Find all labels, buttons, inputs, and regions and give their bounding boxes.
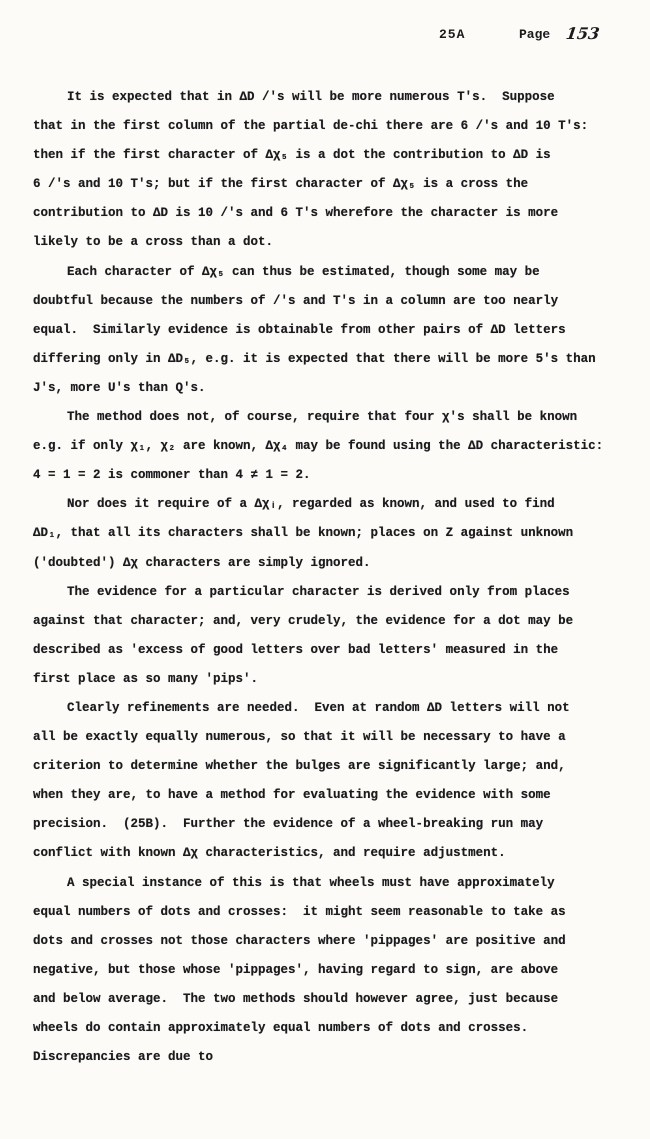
paragraph bbox=[33, 86, 633, 261]
text-line: Nor does it require of a Δχᵢ, regarded as known, and used to find bbox=[67, 497, 555, 512]
text-line: when they are, to have a method for evaluating the evidence with some bbox=[33, 788, 551, 803]
paragraph bbox=[33, 697, 633, 872]
paragraph bbox=[33, 1046, 633, 1075]
text-line: conflict with known Δχ characteristics, and require adjustment. bbox=[33, 846, 506, 861]
text-line: Clearly refinements are needed. Even at random ΔD letters will not bbox=[67, 700, 570, 715]
text-line: It is expected that in ΔD /'s will be more numerous T's. Suppose bbox=[67, 90, 555, 104]
text-line: and below average. The two methods should however agree, just because bbox=[33, 991, 559, 1006]
document-body bbox=[33, 86, 633, 1075]
text-line: against that character; and, very crudely, the evidence for a dot may be bbox=[33, 613, 574, 628]
text-line: Discrepancies are due to bbox=[33, 1050, 214, 1065]
text-line: ΔD₁, that all its characters shall be known; places on Z against unknown bbox=[33, 526, 574, 541]
text-line: wheels do contain approximately equal numbers of dots and crosses. bbox=[33, 1021, 529, 1035]
text-line: 6 /'s and 10 T's; but if the first character of Δχ₅ is a cross the bbox=[33, 177, 529, 192]
section-number: 25A bbox=[439, 27, 466, 42]
text-line: then if the first character of Δχ₅ is a dot the contribution to ΔD is bbox=[33, 148, 551, 163]
text-line: dots and crosses not those characters where 'pippages' are positive and bbox=[33, 933, 566, 948]
text-line: likely to be a cross than a dot. bbox=[33, 235, 274, 250]
text-line: equal numbers of dots and crosses: it might seem reasonable to take as bbox=[33, 904, 566, 919]
text-line: Each character of Δχ₅ can thus be estimated, though some may be bbox=[67, 264, 540, 279]
text-line: The method does not, of course, require that four χ's shall be known bbox=[67, 410, 578, 425]
text-line: J's, more U's than Q's. bbox=[33, 380, 206, 395]
text-line: differing only in ΔD₅, e.g. it is expected that there will be more 5's than bbox=[33, 351, 596, 366]
text-line: negative, but those whose 'pippages', having regard to sign, are above bbox=[33, 962, 559, 977]
page-label: Page bbox=[519, 27, 551, 42]
text-line: 4 = 1 = 2 is commoner than 4 ≠ 1 = 2. bbox=[33, 468, 311, 483]
text-line: first place as so many 'pips'. bbox=[33, 671, 259, 686]
text-line: The evidence for a particular character is derived only from places bbox=[67, 584, 570, 599]
text-line: all be exactly equally numerous, so that it will be necessary to have a bbox=[33, 730, 566, 745]
page-number: 153 bbox=[564, 24, 601, 43]
paragraph bbox=[33, 261, 633, 406]
paragraph bbox=[33, 872, 633, 1047]
text-line: that in the first column of the partial de-chi there are 6 /'s and 10 T's: bbox=[33, 119, 589, 134]
paragraph bbox=[33, 581, 633, 697]
paragraph bbox=[33, 493, 633, 580]
text-line: precision. (25B). Further the evidence of a wheel-breaking run may bbox=[33, 817, 544, 832]
text-line: doubtful because the numbers of /'s and T's in a column are too nearly bbox=[33, 293, 559, 308]
text-line: contribution to ΔD is 10 /'s and 6 T's wherefore the character is more bbox=[33, 206, 559, 221]
text-line: criterion to determine whether the bulges are significantly large; and, bbox=[33, 759, 566, 774]
text-line: described as 'excess of good letters over bad letters' measured in the bbox=[33, 642, 559, 657]
paragraph bbox=[33, 406, 633, 493]
text-line: ('doubted') Δχ characters are simply ignored. bbox=[33, 555, 371, 570]
text-line: e.g. if only χ₁, χ₂ are known, Δχ₄ may be found using the ΔD characteristic: bbox=[33, 439, 604, 454]
text-line: equal. Similarly evidence is obtainable from other pairs of ΔD letters bbox=[33, 322, 566, 337]
page-header bbox=[0, 24, 650, 47]
text-line: A special instance of this is that wheels must have approximately bbox=[67, 875, 555, 890]
